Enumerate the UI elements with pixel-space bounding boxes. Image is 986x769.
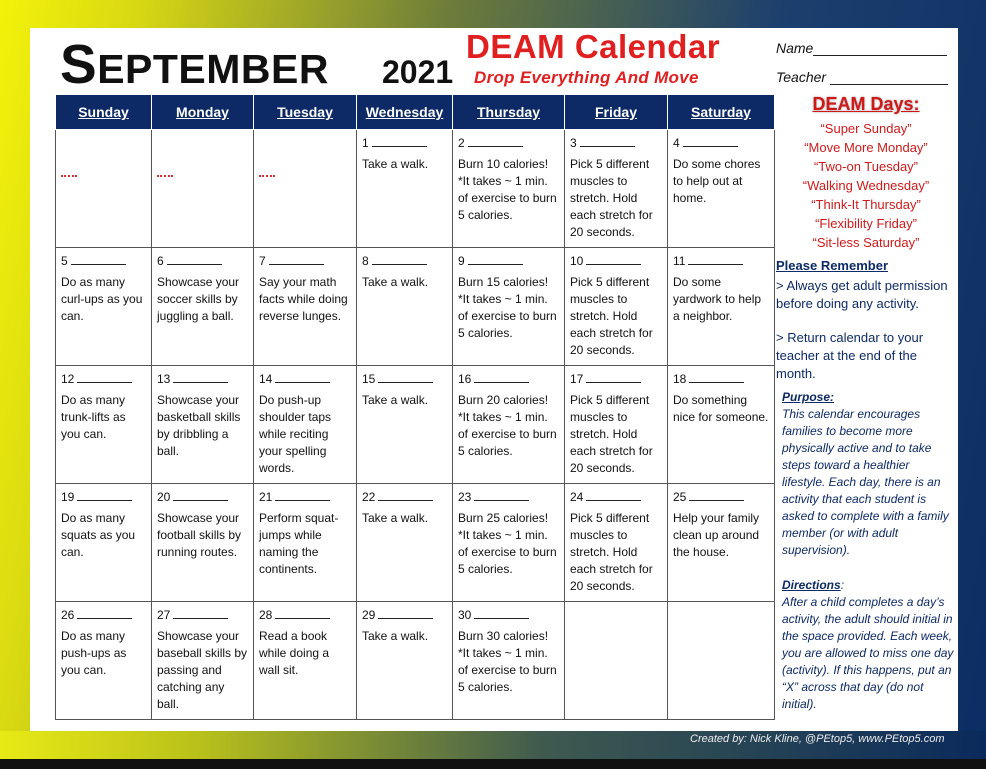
day-number: 8 xyxy=(362,254,369,268)
initial-blank[interactable] xyxy=(474,488,529,501)
initial-blank[interactable] xyxy=(586,252,641,265)
activity-text: Take a walk. xyxy=(362,157,429,171)
activity-text: Help your family clean up around the house. xyxy=(673,511,760,559)
day-number-line xyxy=(157,488,248,506)
day-number-line xyxy=(458,488,559,506)
day-number-line xyxy=(259,488,351,506)
week-row xyxy=(56,130,775,248)
initial-blank[interactable] xyxy=(173,488,228,501)
initial-blank[interactable] xyxy=(689,488,744,501)
activity-text: Showcase your basketball skills by dribbling a ball. xyxy=(157,393,241,458)
day-number-line xyxy=(673,488,769,506)
activity-text: Pick 5 different muscles to stretch. Hold each stretch for 20 seconds. xyxy=(570,275,653,357)
initial-blank[interactable] xyxy=(688,252,743,265)
weekday-header: Saturday xyxy=(668,95,775,130)
month-initial: S xyxy=(60,33,98,95)
calendar-sheet xyxy=(30,28,958,731)
initial-blank[interactable] xyxy=(275,606,330,619)
day-number: 27 xyxy=(157,608,171,622)
initial-blank[interactable] xyxy=(683,134,738,147)
day-number-line xyxy=(61,488,146,506)
day-cell[interactable] xyxy=(254,248,357,366)
deam-day-item: “Sit-less Saturday” xyxy=(812,235,920,250)
initial-blank[interactable] xyxy=(378,370,433,383)
day-number: 11 xyxy=(673,254,686,268)
day-number: 1 xyxy=(362,136,369,150)
day-number: 10 xyxy=(570,254,584,268)
day-number-line xyxy=(673,134,769,152)
day-number-line xyxy=(570,370,662,388)
deam-day-item: “Flexibility Friday” xyxy=(815,216,917,231)
weekday-header: Wednesday xyxy=(357,95,453,130)
day-number: 15 xyxy=(362,372,376,386)
day-number: 17 xyxy=(570,372,584,386)
initial-blank[interactable] xyxy=(580,134,635,147)
day-cell[interactable] xyxy=(152,248,254,366)
deam-day-item: “Walking Wednesday” xyxy=(802,178,930,193)
initial-blank[interactable] xyxy=(586,488,641,501)
day-number-line xyxy=(61,370,146,388)
day-cell[interactable] xyxy=(254,130,357,248)
directions-heading-line: Directions: xyxy=(782,578,845,592)
month-rest: EPTEMBER xyxy=(97,46,329,92)
activity-text: Showcase your baseball skills by passing and catching any ball. xyxy=(157,629,248,711)
activity-text: Do something nice for someone. xyxy=(673,393,769,424)
day-cell[interactable] xyxy=(668,366,775,484)
activity-text: Burn 30 calories! *It takes ~ 1 min. of exercise to burn 5 calories. xyxy=(458,629,557,694)
day-number: 19 xyxy=(61,490,75,504)
weekday-header: Friday xyxy=(565,95,668,130)
empty-day-mark xyxy=(157,171,173,177)
weekday-header: Monday xyxy=(152,95,254,130)
day-number-line xyxy=(570,134,662,152)
day-cell[interactable] xyxy=(565,248,668,366)
deam-day-item: “Super Sunday” xyxy=(820,121,912,136)
purpose-heading: Purpose: xyxy=(782,390,835,404)
day-number-line xyxy=(61,606,146,624)
activity-text: Do as many curl-ups as you can. xyxy=(61,275,143,323)
name-blank[interactable] xyxy=(813,41,947,56)
day-number: 20 xyxy=(157,490,171,504)
purpose-section xyxy=(782,389,956,559)
day-cell[interactable] xyxy=(357,602,453,720)
day-number-line xyxy=(458,252,559,270)
teacher-blank[interactable] xyxy=(830,70,948,85)
day-cell[interactable] xyxy=(56,130,152,248)
weekday-header-row xyxy=(56,95,775,130)
initial-blank[interactable] xyxy=(468,252,523,265)
activity-text: Showcase your soccer skills by juggling a ball. xyxy=(157,275,240,323)
day-cell[interactable] xyxy=(453,484,565,602)
activity-text: Take a walk. xyxy=(362,393,429,407)
initial-blank[interactable] xyxy=(689,370,744,383)
deam-days-list xyxy=(776,119,956,252)
calendar-grid xyxy=(55,94,775,720)
day-number-line xyxy=(458,134,559,152)
day-number: 7 xyxy=(259,254,266,268)
day-cell[interactable] xyxy=(152,366,254,484)
day-number: 9 xyxy=(458,254,465,268)
activity-text: Pick 5 different muscles to stretch. Hold each stretch for 20 seconds. xyxy=(570,393,653,475)
day-number-line xyxy=(673,252,769,270)
day-cell[interactable] xyxy=(357,248,453,366)
activity-text: Do some chores to help out at home. xyxy=(673,157,761,205)
month-title xyxy=(60,34,329,99)
weekday-header: Thursday xyxy=(453,95,565,130)
day-cell[interactable] xyxy=(453,130,565,248)
day-cell[interactable] xyxy=(56,366,152,484)
day-number-line xyxy=(362,252,447,270)
day-number: 16 xyxy=(458,372,472,386)
activity-text: Showcase your football skills by running routes. xyxy=(157,511,242,559)
calendar-body xyxy=(56,130,775,720)
initial-blank[interactable] xyxy=(275,370,330,383)
directions-text: After a child completes a day’s activity, the adult should initial in the space provided. Each week, you are allowed to miss one day (activity). If this happens, put an “X” across that day (do not initial). xyxy=(782,595,954,711)
activity-text: Burn 20 calories! *It takes ~ 1 min. of exercise to burn 5 calories. xyxy=(458,393,557,458)
name-field[interactable] xyxy=(776,40,947,56)
day-cell[interactable] xyxy=(453,366,565,484)
day-number-line xyxy=(362,606,447,624)
activity-text: Say your math facts while doing reverse lunges. xyxy=(259,275,348,323)
day-cell[interactable] xyxy=(357,366,453,484)
program-title: DEAM Calendar xyxy=(466,28,721,65)
week-row xyxy=(56,248,775,366)
activity-text: Burn 25 calories! *It takes ~ 1 min. of exercise to burn 5 calories. xyxy=(458,511,557,576)
day-number: 3 xyxy=(570,136,577,150)
day-number-line xyxy=(259,370,351,388)
day-cell[interactable] xyxy=(152,130,254,248)
activity-text: Burn 10 calories! *It takes ~ 1 min. of exercise to burn 5 calories. xyxy=(458,157,557,222)
day-number-line xyxy=(61,252,146,270)
activity-text: Take a walk. xyxy=(362,511,429,525)
initial-blank[interactable] xyxy=(167,252,222,265)
bottom-black-strip xyxy=(0,759,986,769)
remember-item: > Always get adult permission before doing any activity. xyxy=(776,278,948,311)
week-row xyxy=(56,602,775,720)
day-cell[interactable] xyxy=(565,484,668,602)
day-number: 26 xyxy=(61,608,75,622)
activity-text: Read a book while doing a wall sit. xyxy=(259,629,330,677)
activity-text: Do some yardwork to help a neighbor. xyxy=(673,275,762,323)
day-cell[interactable] xyxy=(254,484,357,602)
day-number-line xyxy=(157,370,248,388)
day-number: 24 xyxy=(570,490,584,504)
day-number: 13 xyxy=(157,372,171,386)
initial-blank[interactable] xyxy=(474,606,529,619)
activity-text: Do push-up shoulder taps while reciting your spelling words. xyxy=(259,393,332,475)
initial-blank[interactable] xyxy=(275,488,330,501)
day-number-line xyxy=(673,370,769,388)
activity-text: Pick 5 different muscles to stretch. Hold each stretch for 20 seconds. xyxy=(570,511,653,593)
initial-blank[interactable] xyxy=(586,370,641,383)
activity-text: Pick 5 different muscles to stretch. Hold each stretch for 20 seconds. xyxy=(570,157,653,239)
day-number: 30 xyxy=(458,608,472,622)
day-cell[interactable] xyxy=(254,602,357,720)
day-number-line xyxy=(570,252,662,270)
name-label: Name xyxy=(776,40,814,56)
day-number-line xyxy=(259,606,351,624)
initial-blank[interactable] xyxy=(378,606,433,619)
initial-blank[interactable] xyxy=(77,370,132,383)
day-cell[interactable] xyxy=(668,484,775,602)
day-number-line xyxy=(458,370,559,388)
initial-blank[interactable] xyxy=(269,252,324,265)
initial-blank[interactable] xyxy=(71,252,126,265)
initial-blank[interactable] xyxy=(468,134,523,147)
day-number: 6 xyxy=(157,254,164,268)
day-number: 23 xyxy=(458,490,472,504)
day-cell[interactable] xyxy=(254,366,357,484)
day-cell[interactable] xyxy=(565,130,668,248)
activity-text: Do as many trunk-lifts as you can. xyxy=(61,393,126,441)
activity-text: Do as many push-ups as you can. xyxy=(61,629,127,677)
year-label: 2021 xyxy=(382,54,454,90)
day-cell[interactable] xyxy=(357,130,453,248)
day-cell[interactable] xyxy=(56,248,152,366)
day-number-line xyxy=(362,134,447,152)
day-number-line xyxy=(259,252,351,270)
empty-day-mark xyxy=(61,171,77,177)
day-number: 18 xyxy=(673,372,687,386)
activity-text: Do as many squats as you can. xyxy=(61,511,136,559)
day-number-line xyxy=(570,488,662,506)
initial-blank[interactable] xyxy=(173,370,228,383)
initial-blank[interactable] xyxy=(77,488,132,501)
day-cell[interactable] xyxy=(56,484,152,602)
day-number: 28 xyxy=(259,608,273,622)
weekday-header: Tuesday xyxy=(254,95,357,130)
week-row xyxy=(56,366,775,484)
day-cell[interactable] xyxy=(565,366,668,484)
day-number-line xyxy=(362,488,447,506)
deam-days-heading: DEAM Days: xyxy=(812,94,920,114)
directions-heading: Directions xyxy=(782,578,841,592)
day-number: 12 xyxy=(61,372,75,386)
remember-heading: Please Remember xyxy=(776,258,889,273)
deam-day-item: “Move More Monday” xyxy=(804,140,928,155)
day-number: 5 xyxy=(61,254,68,268)
day-number: 2 xyxy=(458,136,465,150)
day-number: 25 xyxy=(673,490,687,504)
day-number-line xyxy=(362,370,447,388)
day-number: 29 xyxy=(362,608,376,622)
day-number: 22 xyxy=(362,490,376,504)
weekday-header: Sunday xyxy=(56,95,152,130)
day-cell[interactable] xyxy=(56,602,152,720)
day-cell[interactable] xyxy=(453,602,565,720)
day-number-line xyxy=(458,606,559,624)
day-number: 14 xyxy=(259,372,273,386)
day-cell[interactable] xyxy=(668,248,775,366)
deam-day-item: “Think-It Thursday” xyxy=(811,197,921,212)
initial-blank[interactable] xyxy=(173,606,228,619)
activity-text: Take a walk. xyxy=(362,629,429,643)
day-cell[interactable] xyxy=(357,484,453,602)
remember-item: > Return calendar to your teacher at the end of the month. xyxy=(776,330,924,381)
day-cell[interactable] xyxy=(668,130,775,248)
day-cell[interactable] xyxy=(152,484,254,602)
day-cell[interactable] xyxy=(453,248,565,366)
activity-text: Take a walk. xyxy=(362,275,429,289)
teacher-field[interactable] xyxy=(776,69,948,85)
day-cell[interactable] xyxy=(152,602,254,720)
teacher-label: Teacher xyxy=(776,69,827,85)
deam-day-item: “Two-on Tuesday” xyxy=(813,159,919,174)
program-subtitle: Drop Everything And Move xyxy=(474,68,699,87)
directions-section xyxy=(782,577,956,713)
initial-blank[interactable] xyxy=(372,134,427,147)
initial-blank[interactable] xyxy=(378,488,433,501)
day-number-line xyxy=(157,606,248,624)
day-number: 21 xyxy=(259,490,273,504)
initial-blank[interactable] xyxy=(474,370,529,383)
credit-footer: Created by: Nick Kline, @PEtop5, www.PEtop5.com xyxy=(690,733,945,745)
day-number-line xyxy=(157,252,248,270)
week-row xyxy=(56,484,775,602)
initial-blank[interactable] xyxy=(77,606,132,619)
initial-blank[interactable] xyxy=(372,252,427,265)
activity-text: Burn 15 calories! *It takes ~ 1 min. of exercise to burn 5 calories. xyxy=(458,275,557,340)
day-cell[interactable] xyxy=(565,602,668,720)
empty-day-mark xyxy=(259,171,275,177)
day-number: 4 xyxy=(673,136,680,150)
sidebar xyxy=(776,94,956,713)
purpose-text: This calendar encourages families to become more physically active and to take steps toward a healthier lifestyle. Each day, there is an activity that each student is asked to complete with a family member (or with adult supervision). xyxy=(782,407,949,557)
activity-text: Perform squat-jumps while naming the continents. xyxy=(259,511,339,576)
day-cell[interactable] xyxy=(668,602,775,720)
